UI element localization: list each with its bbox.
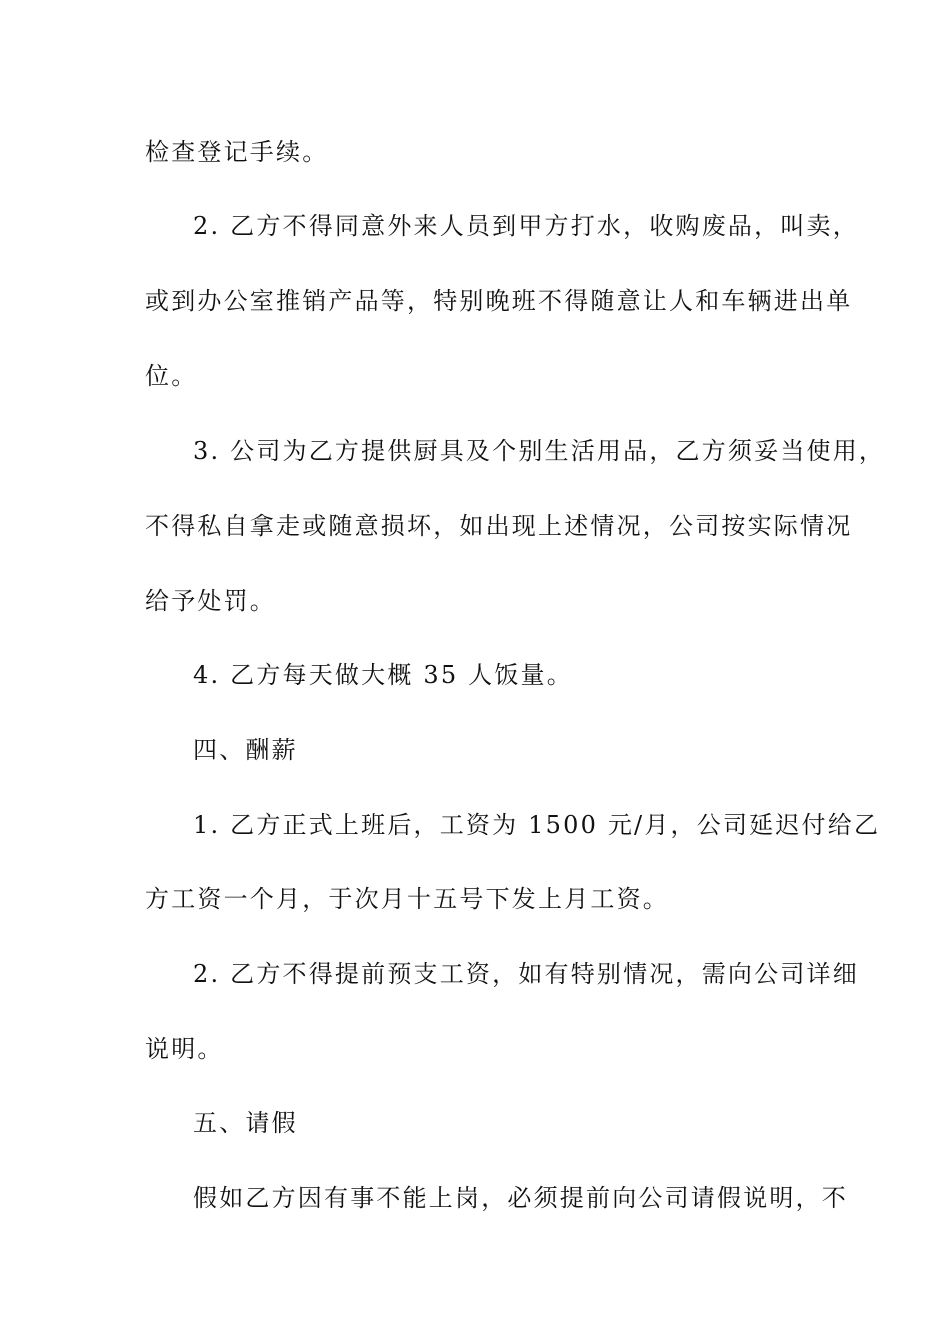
- section-heading-5: 五、请假: [193, 1109, 298, 1137]
- text-line-10: 1. 乙方正式上班后，工资为 1500 元/月，公司延迟付给乙: [193, 811, 881, 839]
- text-line-3: 或到办公室推销产品等，特别晚班不得随意让人和车辆进出单: [145, 287, 853, 315]
- text-line-4: 位。: [145, 362, 198, 390]
- text-line-5: 3. 公司为乙方提供厨具及个别生活用品，乙方须妥当使用，: [193, 437, 886, 465]
- text-line-2: 2. 乙方不得同意外来人员到甲方打水，收购废品，叫卖，: [193, 212, 859, 240]
- text-line-13: 说明。: [145, 1035, 224, 1063]
- text-line-7: 给予处罚。: [145, 587, 276, 615]
- section-heading-4: 四、酬薪: [193, 736, 298, 764]
- text-line-1: 检查登记手续。: [145, 138, 329, 166]
- text-line-12: 2. 乙方不得提前预支工资，如有特别情况，需向公司详细: [193, 960, 859, 988]
- text-line-6: 不得私自拿走或随意损坏，如出现上述情况，公司按实际情况: [145, 512, 853, 540]
- text-line-8: 4. 乙方每天做大概 35 人饭量。: [193, 661, 573, 689]
- text-line-11: 方工资一个月，于次月十五号下发上月工资。: [145, 885, 669, 913]
- text-line-15: 假如乙方因有事不能上岗，必须提前向公司请假说明，不: [193, 1184, 848, 1212]
